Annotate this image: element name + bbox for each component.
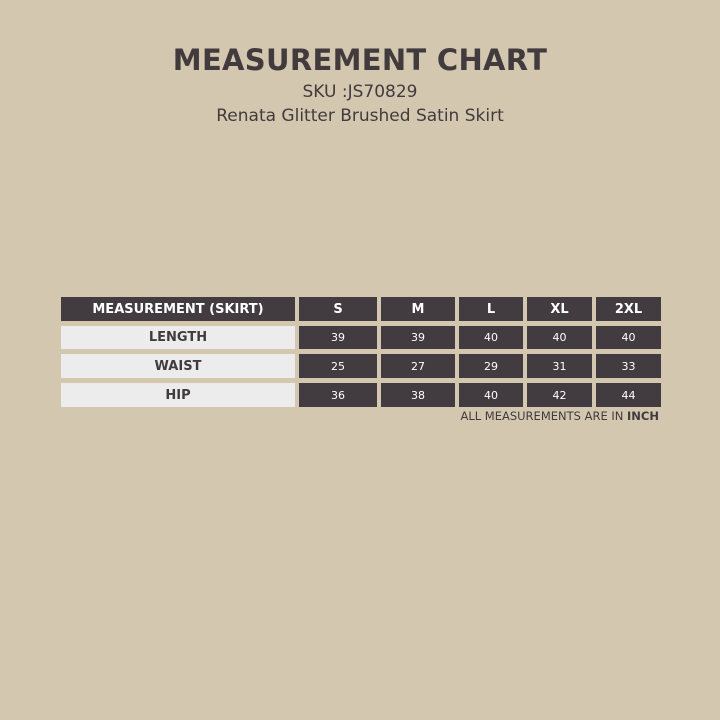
column-header-l: L (459, 297, 523, 321)
page-title: MEASUREMENT CHART (172, 43, 548, 77)
hip-xl-cell: 42 (527, 383, 592, 407)
sku-label: SKU :JS70829 (302, 82, 418, 102)
hip-l-cell: 40 (459, 383, 523, 407)
measurement-table (61, 297, 661, 407)
column-header-xl: XL (527, 297, 592, 321)
waist-m-cell: 27 (381, 354, 455, 378)
units-note (460, 408, 659, 424)
product-name: Renata Glitter Brushed Satin Skirt (216, 106, 504, 126)
waist-xl-cell: 31 (527, 354, 592, 378)
length-l-cell: 40 (459, 326, 523, 349)
waist-2xl-cell: 33 (596, 354, 661, 378)
hip-s-cell: 36 (299, 383, 377, 407)
row-label-waist: WAIST (61, 354, 295, 378)
waist-l-cell: 29 (459, 354, 523, 378)
length-m-cell: 39 (381, 326, 455, 349)
length-xl-cell: 40 (527, 326, 592, 349)
column-header-m: M (381, 297, 455, 321)
hip-m-cell: 38 (381, 383, 455, 407)
row-label-length: LENGTH (61, 326, 295, 349)
column-header-s: S (299, 297, 377, 321)
length-2xl-cell: 40 (596, 326, 661, 349)
waist-s-cell: 25 (299, 354, 377, 378)
hip-2xl-cell: 44 (596, 383, 661, 407)
units-note-unit: INCH (627, 409, 659, 423)
row-label-hip: HIP (61, 383, 295, 407)
column-header-measurement: MEASUREMENT (SKIRT) (61, 297, 295, 321)
column-header-2xl: 2XL (596, 297, 661, 321)
units-note-text: ALL MEASUREMENTS ARE IN (460, 409, 628, 423)
length-s-cell: 39 (299, 326, 377, 349)
